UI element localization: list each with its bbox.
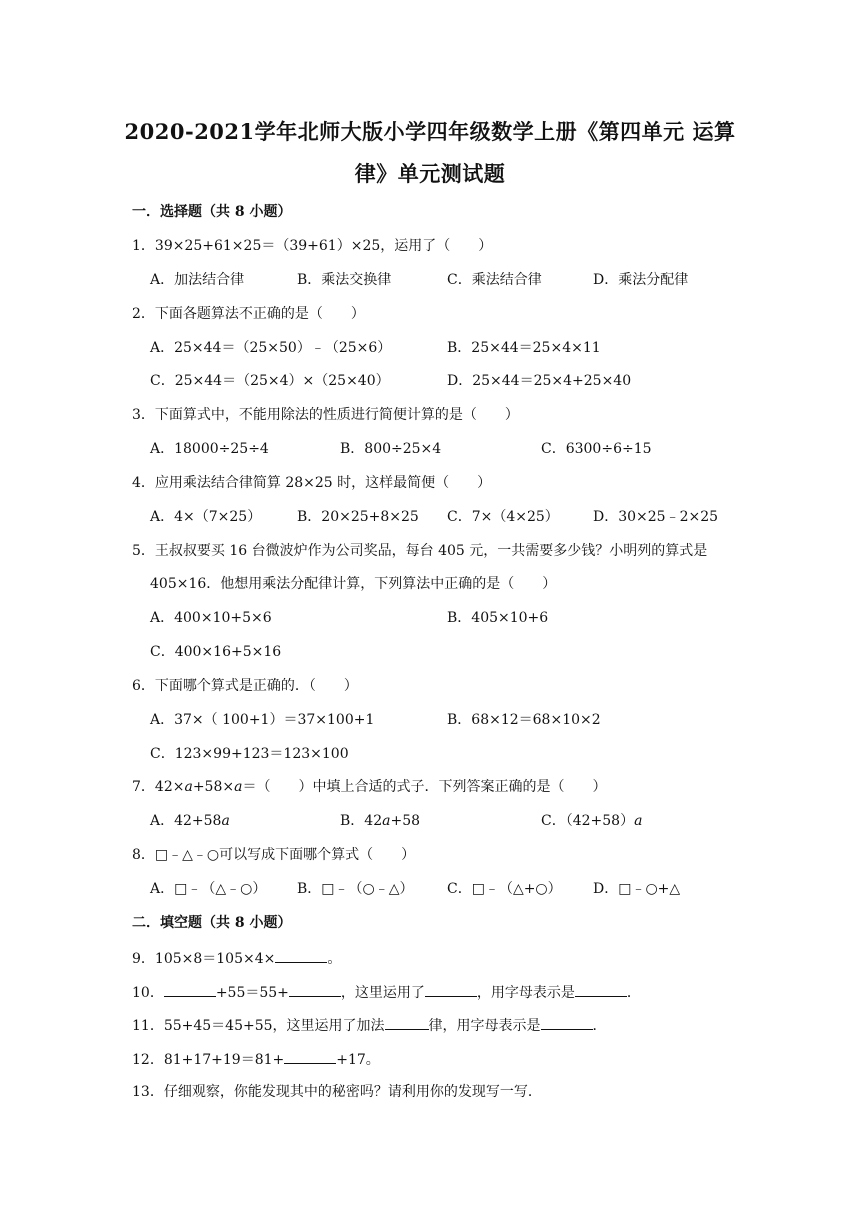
question-3-option-c: C．6300÷6÷15 [541, 441, 652, 457]
question-7-stem-part: +58× [192, 779, 235, 795]
variable-a: a [382, 813, 391, 829]
question-1-option-a: A．加法结合律 [150, 272, 245, 288]
option-text: +58 [390, 813, 421, 829]
question-4-option-d: D．30×25﹣2×25 [593, 509, 719, 525]
question-5-stem-line-1: 5．王叔叔要买 16 台微波炉作为公司奖品，每台 405 元，一共需要多少钱？小明列的算式是 [132, 543, 708, 559]
document-title-line-2: 律》单元测试题 [354, 161, 506, 186]
question-9 [132, 948, 341, 968]
answer-blank[interactable] [284, 1049, 336, 1064]
answer-blank[interactable] [164, 982, 216, 997]
answer-blank[interactable] [289, 982, 341, 997]
question-12-text: +17。 [336, 1052, 380, 1068]
variable-a: a [234, 779, 243, 795]
question-8-stem: 8．□﹣△﹣○可以写成下面哪个算式（ ） [132, 847, 416, 863]
variable-a: a [184, 779, 193, 795]
question-6-option-a: A．37×（ 100+1）＝37×100+1 [150, 712, 375, 728]
question-1-option-c: C．乘法结合律 [447, 272, 542, 288]
question-3-option-b: B．800÷25×4 [340, 441, 442, 457]
answer-blank[interactable] [275, 948, 327, 963]
question-9-text: 。 [327, 951, 342, 967]
section-heading-choice: 一．选择题（共 8 小题） [132, 204, 292, 220]
document-title-line-1: 2020-2021学年北师大版小学四年级数学上册《第四单元 运算 [124, 119, 736, 144]
option-text: C．（42+58） [541, 813, 635, 829]
question-10 [132, 982, 641, 1002]
question-10-text: ，用字母表示是 [476, 985, 575, 1001]
answer-blank[interactable] [541, 1015, 593, 1030]
question-3-stem: 3．下面算式中，不能用除法的性质进行简便计算的是（ ） [132, 407, 519, 423]
question-7-option-b [340, 812, 420, 830]
question-5-option-b: B．405×10+6 [447, 610, 549, 626]
question-1-option-d: D．乘法分配律 [593, 272, 689, 288]
variable-a: a [221, 813, 230, 829]
question-7-stem-part: ＝（ ）中填上合适的式子．下列答案正确的是（ ） [242, 779, 607, 795]
question-10-text: 10． [132, 985, 164, 1001]
question-9-text: 9．105×8＝105×4× [132, 951, 276, 967]
section-heading-fill-blank: 二．填空题（共 8 小题） [132, 915, 292, 931]
question-6-option-b: B．68×12＝68×10×2 [447, 712, 601, 728]
question-2-option-b: B．25×44＝25×4×11 [447, 340, 601, 356]
question-12 [132, 1049, 380, 1069]
question-1-option-b: B．乘法交换律 [297, 272, 392, 288]
question-4-option-a: A．4×（7×25） [150, 509, 262, 525]
question-5-option-c: C．400×16+5×16 [150, 644, 282, 660]
question-10-text: ，这里运用了 [340, 985, 425, 1001]
answer-blank[interactable] [575, 982, 627, 997]
question-6-stem: 6．下面哪个算式是正确的．（ ） [132, 678, 358, 694]
question-8-option-b: B．□﹣（○﹣△） [297, 881, 414, 897]
question-2-stem: 2．下面各题算法不正确的是（ ） [132, 306, 365, 322]
question-8-option-d: D．□﹣○+△ [593, 881, 681, 897]
question-7-option-a [150, 812, 230, 830]
answer-blank[interactable] [425, 982, 477, 997]
question-3-option-a: A．18000÷25÷4 [150, 441, 269, 457]
question-7-option-c [541, 812, 642, 830]
question-1-stem: 1．39×25+61×25＝（39+61）×25，运用了（ ） [132, 238, 493, 254]
variable-a: a [634, 813, 643, 829]
question-11-text: 律，用字母表示是 [428, 1018, 541, 1034]
question-11-text: ． [592, 1018, 607, 1034]
question-8-option-a: A．□﹣（△﹣○） [150, 881, 267, 897]
question-7-stem [132, 778, 606, 796]
question-4-stem: 4．应用乘法结合律简算 28×25 时，这样最简便（ ） [132, 475, 492, 491]
question-11-text: 11．55+45＝45+55，这里运用了加法 [132, 1018, 385, 1034]
answer-blank[interactable] [385, 1015, 429, 1030]
option-text: A．42+58 [150, 813, 222, 829]
question-4-option-b: B．20×25+8×25 [297, 509, 419, 525]
question-8-option-c: C．□﹣（△+○） [447, 881, 562, 897]
question-10-text: ． [626, 985, 641, 1001]
question-2-option-a: A．25×44＝（25×50）﹣（25×6） [150, 340, 392, 356]
question-4-option-c: C．7×（4×25） [447, 509, 559, 525]
question-2-option-d: D．25×44＝25×4+25×40 [447, 373, 632, 389]
question-2-option-c: C．25×44＝（25×4）×（25×40） [150, 373, 390, 389]
question-5-stem-line-2: 405×16．他想用乘法分配律计算，下列算法中正确的是（ ） [150, 576, 557, 592]
question-6-option-c: C．123×99+123＝123×100 [150, 746, 349, 762]
question-13-stem: 13．仔细观察，你能发现其中的秘密吗？请利用你的发现写一写． [132, 1084, 542, 1100]
question-7-stem-part: 7．42× [132, 779, 185, 795]
question-11 [132, 1015, 607, 1035]
question-12-text: 12．81+17+19＝81+ [132, 1052, 285, 1068]
question-5-option-a: A．400×10+5×6 [150, 610, 272, 626]
question-10-text: +55＝55+ [215, 985, 289, 1001]
option-text: B．42 [340, 813, 383, 829]
